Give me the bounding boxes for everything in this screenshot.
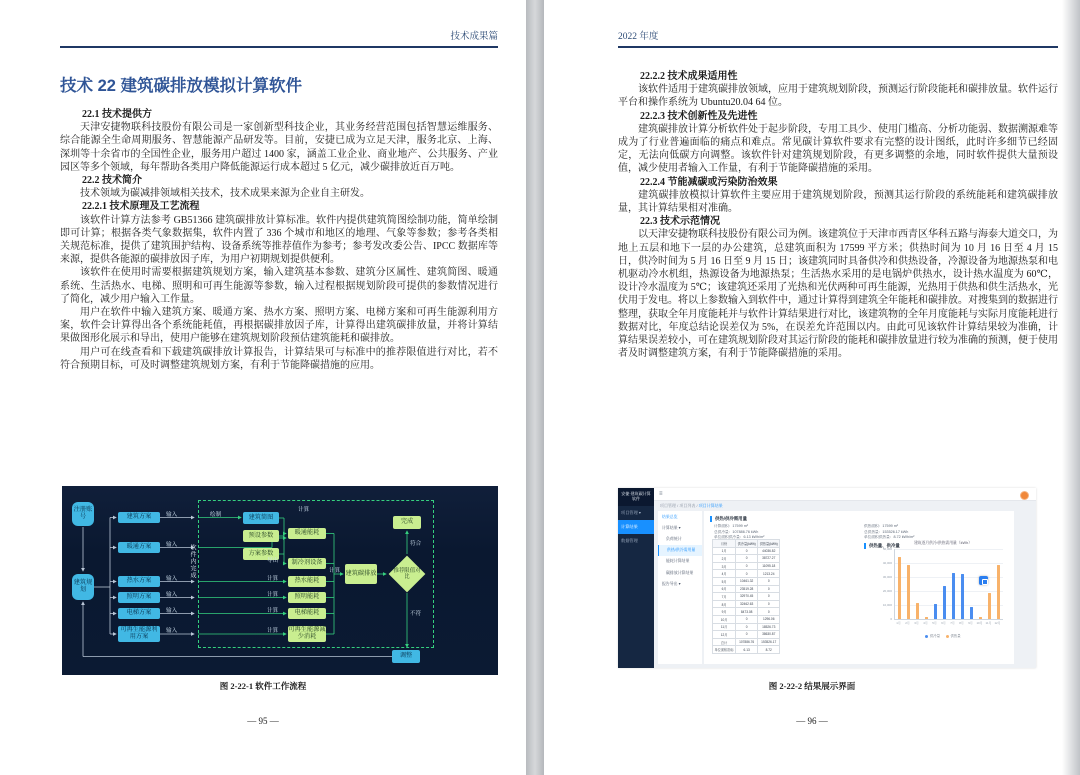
- node-register-account: 注册账号: [72, 502, 94, 526]
- paragraph: 该软件适用于建筑碳排放领域，应用于建筑规划阶段，预测运行阶段能耗和碳排放量。软件运行平台和操作系统为 Ubuntu20.04 64 位。: [618, 84, 1058, 109]
- app-subnav-item[interactable]: 能耗计算结果: [666, 558, 690, 564]
- figure-caption-1: 图 2-22-1 软件工作流程: [219, 681, 307, 691]
- label-yes: 符合: [410, 541, 422, 547]
- page-96: [544, 0, 1080, 775]
- node-energy: 可再生能源减少消耗: [288, 626, 326, 640]
- chart-bar: [970, 607, 973, 619]
- app-subnav-item[interactable]: 结果总览: [662, 513, 678, 519]
- breadcrumb-current: 项目计算结果: [698, 503, 723, 508]
- node-energy: 暖通能耗: [288, 528, 326, 539]
- app-subnav-item[interactable]: 供热/供冷需用量: [658, 545, 702, 556]
- app-menu-item[interactable]: 数据管理: [621, 537, 638, 543]
- paragraph: 技术领域为碳减排领域相关技术，技术成果来源为企业自主研发。: [80, 188, 370, 200]
- y-axis-tick: 40,000: [882, 561, 892, 566]
- table-row: 总计 107886.76 153526.17: [713, 638, 780, 646]
- x-axis-tick: 11月: [985, 621, 992, 625]
- region-label: 软件内完成: [189, 544, 195, 579]
- app-sidebar-menu: [618, 506, 654, 548]
- info-block-heating: 供热面积：17599 m² 总供热量：153526.17 kWh 单位面积供热量：8.72 kWh/m²: [864, 524, 915, 540]
- table-column-header: 月份: [713, 540, 736, 548]
- x-axis-tick: 10月: [976, 621, 983, 625]
- floating-widget-button[interactable]: [979, 576, 988, 585]
- table-header: [713, 540, 780, 548]
- x-axis-tick: 9月: [968, 621, 973, 625]
- paragraph: 天津安捷物联科技股份有限公司是一家创新型科技企业，其业务经营范围包括智慧运维服务、综合能源全生命周期服务、智慧能源产品研发等。目前，安捷已成为立足天津，服务北京、上海、深圳等十余省市的全国性企业，服务用户超过 1400 家，涵盖工业企业、商业地产、公共服务、产业园区等多个领域，每年帮助各类用户降低能源运行成本超过 5 亿元，减少碳排放近百万吨。: [60, 122, 498, 173]
- table-column-header: 供冷量(kWh): [736, 540, 758, 548]
- app-subnav-item[interactable]: 负荷统计: [666, 535, 682, 541]
- section-22-2-3: 22.2.3 技术创新性及先进性: [640, 110, 758, 122]
- legend-item: 供冷量: [925, 633, 940, 638]
- chart-bar: [916, 603, 919, 619]
- label-input: 输入: [166, 628, 178, 634]
- page-gutter: [526, 0, 544, 775]
- label-input: 输入: [166, 592, 178, 598]
- label-draw: 绘制: [210, 512, 222, 518]
- label-calc: 计算: [267, 608, 279, 614]
- chart-section-label: 供热量、供冷量: [864, 543, 900, 549]
- app-subnav: [658, 511, 702, 664]
- label-calc: 计算: [267, 592, 279, 598]
- x-axis-tick: 7月: [950, 621, 955, 625]
- app-sidebar: [618, 488, 654, 668]
- x-axis-tick: 4月: [923, 621, 928, 625]
- node-building-planning: 建筑规划: [72, 574, 94, 600]
- table-row: 11月 0 18526.73: [713, 623, 780, 631]
- node-energy: 电梯能耗: [288, 608, 326, 619]
- label-export: 导出: [267, 558, 279, 564]
- table-row: 5月 10461.32 0: [713, 577, 780, 585]
- node-preset-params: 预设参数: [243, 530, 279, 542]
- section-22-2-4: 22.2.4 节能减碳或污染防治效果: [640, 176, 778, 188]
- user-avatar[interactable]: [1020, 491, 1029, 500]
- paragraph: 用户可在线查看和下载建筑碳排放计算报告，计算结果可与标准中的推荐限值进行对比，若不符合预期目标，可及时调整建筑规划方案，有利于节能降碳措施的应用。: [60, 346, 498, 371]
- breadcrumb-prefix: 项目管理 / 项目列表 /: [660, 503, 699, 508]
- chart-bar: [961, 574, 964, 619]
- chart-bar: [979, 617, 982, 619]
- table-row: 4月 0 1213.24: [713, 570, 780, 578]
- x-axis-tick: 5月: [932, 621, 937, 625]
- app-menu-item[interactable]: 项目管理 ▾: [621, 509, 642, 515]
- y-axis-tick: 0: [890, 617, 892, 622]
- table-column-header: 供热量(kWh): [758, 540, 780, 548]
- label-calc: 计算: [267, 628, 279, 634]
- scan-edge-shadow: [1062, 0, 1080, 775]
- section-22-3: 22.3 技术示范情况: [640, 216, 720, 228]
- chart-legend: [872, 633, 1014, 638]
- article-title: 技术 22 建筑碳排放模拟计算软件: [60, 77, 303, 95]
- node-building-sketch: 建筑简图: [243, 512, 279, 524]
- result-screenshot: [618, 488, 1036, 668]
- table-row: 8月 32462.63 0: [713, 600, 780, 608]
- y-axis-tick: 30,000: [882, 575, 892, 580]
- node-input-scheme: 建筑方案: [118, 512, 160, 523]
- node-compare-label: 推荐限值对比: [393, 567, 421, 580]
- paragraph: 用户在软件中输入建筑方案、暖通方案、热水方案、照明方案、电梯方案和可再生能源利用方案，软件会计算得出各个系统能耗值，再根据碳排放因子库，计算得出建筑碳排放量，并将计算结果做图形化展示和导出，使用户能够在建筑规划阶段预估建筑能耗和碳排放。: [60, 307, 498, 345]
- table-row: 7月 32970.45 0: [713, 593, 780, 601]
- node-input-scheme: 暖通方案: [118, 542, 160, 553]
- chart-bar: [943, 586, 946, 619]
- table-row: 单位面积指标 6.13 8.72: [713, 646, 780, 654]
- x-axis-tick: 1月: [896, 621, 901, 625]
- chart-bar: [898, 557, 901, 619]
- breadcrumb[interactable]: [660, 503, 723, 509]
- monthly-load-chart: [872, 533, 1014, 658]
- section-22-2: 22.2 技术简介: [82, 175, 142, 187]
- y-axis-tick: 10,000: [882, 603, 892, 608]
- running-header-right: 2022 年度: [618, 28, 1058, 48]
- node-adjust: 调整: [392, 650, 420, 663]
- table-row: 10月 0 1296.06: [713, 615, 780, 623]
- x-axis-tick: 6月: [941, 621, 946, 625]
- legend-item: 供热量: [946, 633, 961, 638]
- node-done: 完成: [393, 516, 421, 529]
- workflow-diagram: [62, 486, 498, 675]
- node-energy: 热水能耗: [288, 576, 326, 587]
- node-building-carbon: 建筑碳排放: [345, 564, 377, 584]
- label-input: 输入: [166, 542, 178, 548]
- table-row: 9月 8473.08 0: [713, 608, 780, 616]
- node-scheme-params: 方案参数: [243, 548, 279, 560]
- section-22-1: 22.1 技术提供方: [82, 109, 152, 120]
- node-input-scheme: 照明方案: [118, 592, 160, 603]
- node-input-scheme: 电梯方案: [118, 608, 160, 619]
- label-input: 输入: [166, 608, 178, 614]
- chart-bar: [925, 617, 928, 619]
- figure-caption-2: 图 2-22-2 结果展示界面: [768, 681, 856, 691]
- running-header-left: 技术成果篇: [60, 28, 498, 48]
- page-95: [0, 0, 526, 775]
- label-input: 输入: [166, 576, 178, 582]
- label-no: 不符: [410, 611, 422, 617]
- table-row: 12月 0 38630.87: [713, 631, 780, 639]
- monthly-load-table: [712, 539, 780, 654]
- app-subnav-item[interactable]: 报告导出 ▾: [662, 580, 681, 586]
- label-calc: 计算: [298, 507, 310, 513]
- paragraph: 建筑碳排放模拟计算软件主要应用于建筑规划阶段，预测其运行阶段的系统能耗和建筑碳排放量，其计算结果相对准确。: [618, 189, 1058, 215]
- table-row: 1月 0 44036.82: [713, 547, 780, 555]
- section-22-2-2: 22.2.2 技术成果适用性: [640, 71, 738, 82]
- x-axis-tick: 2月: [905, 621, 910, 625]
- chart-bar: [952, 573, 955, 619]
- paragraph: 该软件在使用时需要根据建筑规划方案，输入建筑基本参数、建筑分区属性、建筑简图、暖通系统、生活热水、电梯、照明和可再生能源等参数，输入过程根据规划阶段可提供的参数情况进行了简化，减少用户输入工作量。: [60, 267, 498, 305]
- app-subnav-item[interactable]: 计算结果 ▾: [662, 524, 681, 530]
- panel-title: 供热/供冷需用量: [710, 516, 747, 522]
- node-energy: 照明能耗: [288, 592, 326, 603]
- table-row: 3月 0 11095.18: [713, 562, 780, 570]
- section-22-2-1: 22.2.1 技术原理及工艺流程: [82, 201, 200, 213]
- chart-bar: [934, 604, 937, 619]
- chart-bar: [997, 565, 1000, 619]
- label-input: 输入: [166, 512, 178, 518]
- menu-collapse-icon[interactable]: ≡: [659, 490, 663, 497]
- y-axis-tick: 20,000: [882, 589, 892, 594]
- paragraph: 该软件计算方法参考 GB51366 建筑碳排放计算标准。软件内提供建筑简图绘制功能，简单绘制即可计算；根据各类气象数据集，软件内置了 336 个城市和地区的地理、气象等参数；参考各类相关规范标准，提供了建筑围护结构、设备系统等推荐值作为参考；参考发改委公告、IPCC 数据库等来源，提供各能源的碳排放因子库，为用户初期规划提供便利。: [60, 214, 498, 266]
- paragraph: 以天津安捷物联科技股份有限公司为例。该建筑位于天津市西青区华科五路与海泰大道交口，为地上五层和地下一层的办公建筑，总建筑面积为 17599 平方米；供热时间为 10 月 16 日至 4 月 15 日，供冷时间为 5 月 16 日至 9 月 15 日；该建筑同时具备供冷和供热设备，冷源设备为地源热泵和电机驱动冷水机组，热源设备为地源热泵；生活热水采用的是电锅炉供热水，设计热水温度为 60℃，设计冷水温度为 5℃；该建筑还采用了光热和光伏两种可再生能源，光热用于供热和供生活热水，光伏用于发电。将以上参数输入到软件中，通过计算得到建筑全年能耗和碳排放。对搜集到的数据进行整理，获取全年月度能耗并与软件计算结果进行对比，该建筑物的全年月度能耗与实际月度能耗进行数据对比，年度总结论误差仅为 5%，在误差允许范围以内。由此可见该软件计算结果较为准确，计算结果误差较小，可在建筑规划阶段对其运行阶段的能耗和碳排放量进行较为准确的预测，便于使用者及时调整建筑方案，有利于节能降碳措施的采用。: [618, 229, 1058, 360]
- y-axis-tick: 50,000: [882, 547, 892, 552]
- info-block-cooling: 计算面积：17599 m² 总供冷量：107886.76 kWh 单位面积供冷量：6.13 kWh/m²: [714, 524, 765, 540]
- table-row: 6月 23519.28 0: [713, 585, 780, 593]
- app-topbar: [654, 488, 1036, 501]
- chart-title: 建筑逐月供冷/供热需用量（kWh）: [913, 541, 972, 545]
- page-number-95: — 95 —: [247, 716, 279, 726]
- app-main-panel: [704, 511, 1014, 664]
- table-row: 2月 0 38727.27: [713, 555, 780, 563]
- app-subnav-item[interactable]: 碳排放计算结果: [666, 569, 694, 575]
- page-number-96: — 96 —: [796, 716, 828, 726]
- app-title: 安捷·建筑碳计算软件: [618, 488, 654, 506]
- chart-bar: [907, 565, 910, 619]
- node-input-scheme: 热水方案: [118, 576, 160, 587]
- chart-bar: [988, 593, 991, 619]
- node-energy: 制冷剂设备: [288, 558, 326, 569]
- label-calc: 计算: [329, 568, 341, 574]
- label-calc: 计算: [267, 576, 279, 582]
- x-axis-tick: 12月: [994, 621, 1001, 625]
- x-axis-tick: 3月: [914, 621, 919, 625]
- node-input-scheme: 可再生能源利用方案: [118, 626, 160, 642]
- paragraph: 建筑碳排放计算分析软件处于起步阶段，专用工具少、使用门槛高、分析功能弱、数据溯源难等成为了行业普遍面临的痛点和难点。常见碳计算软件要求有完整的设计图纸，此时许多细节已经固定，无法向低碳方向调整。该软件针对建筑规划阶段，有更多调整的余地，同时软件提供大量预设值，减少使用者输入工作量，有利于节能降碳措施的采用。: [618, 123, 1058, 175]
- app-menu-item[interactable]: 计算结果: [618, 520, 654, 534]
- x-axis-tick: 8月: [959, 621, 964, 625]
- table-body: [713, 547, 780, 653]
